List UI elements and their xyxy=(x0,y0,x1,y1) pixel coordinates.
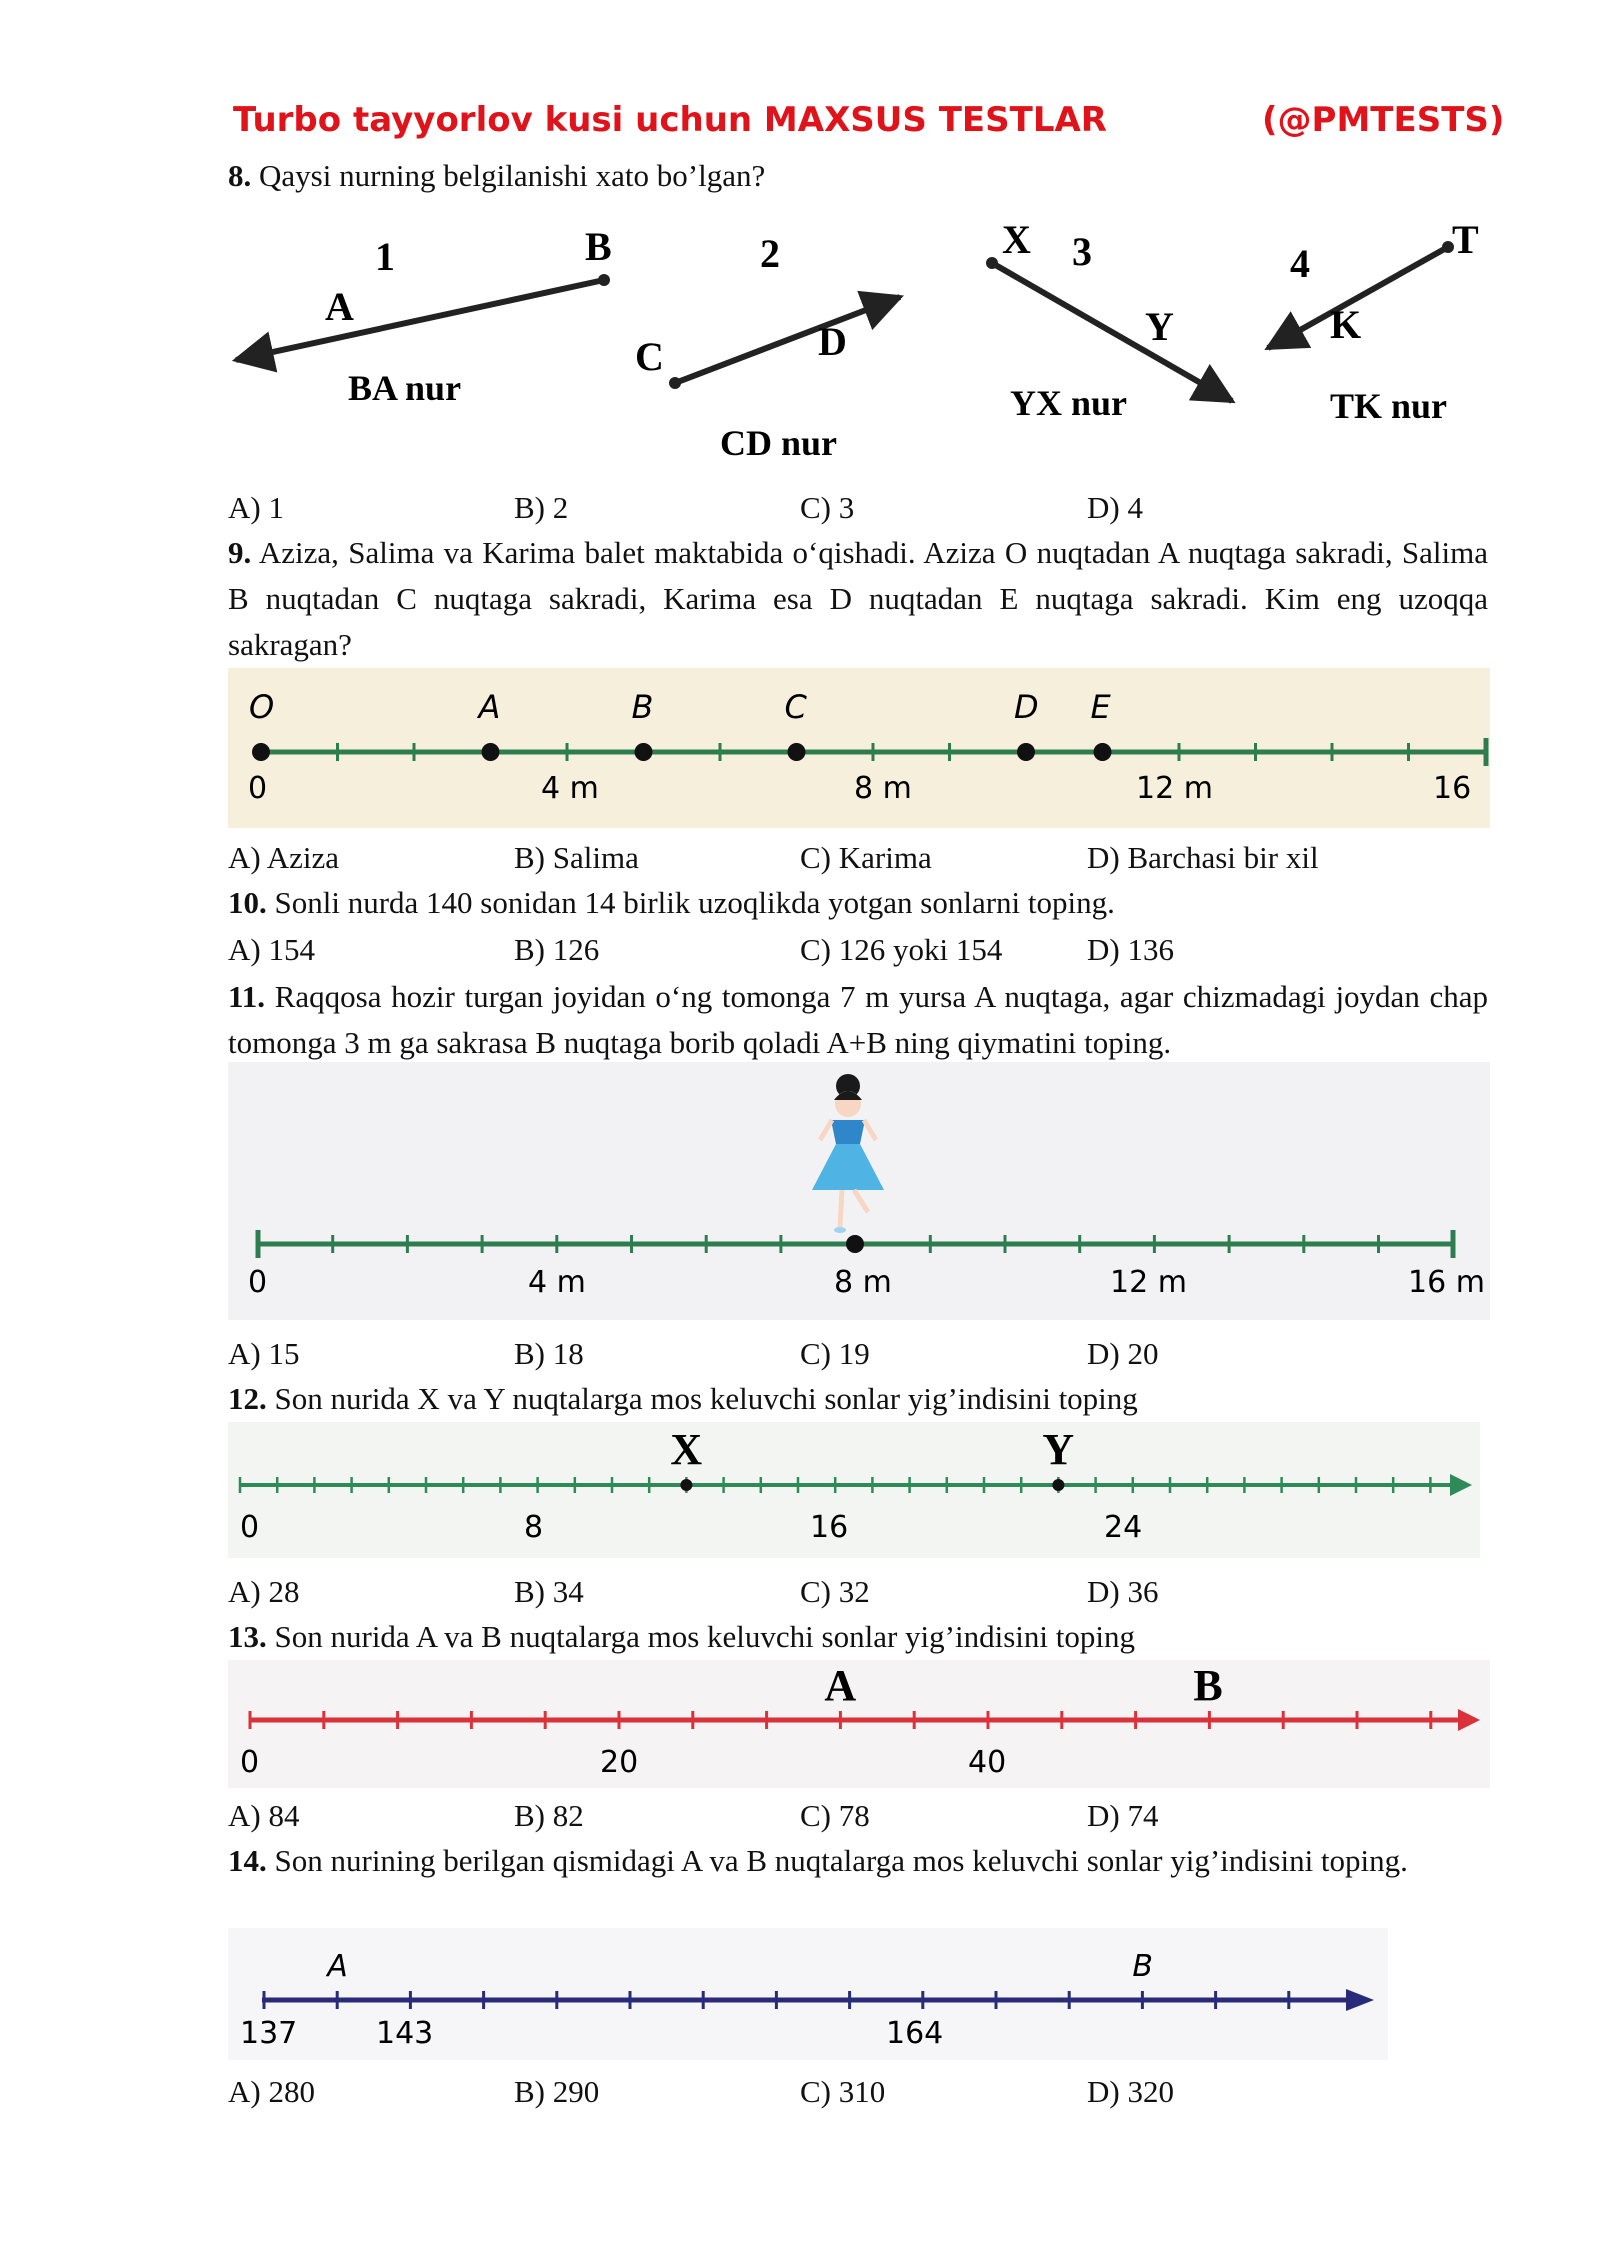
q9-option-d: D) Barchasi bir xil xyxy=(1087,840,1319,875)
q10-option-a: A) 154 xyxy=(228,932,315,967)
point-label-Y: Y xyxy=(1042,1425,1075,1474)
question-number: 12. xyxy=(228,1381,267,1416)
tick-label-24: 24 xyxy=(1104,1510,1143,1545)
question-text: Sonli nurda 140 sonidan 14 birlik uzoqlikda yotgan sonlarni toping. xyxy=(274,885,1115,920)
ray-1 xyxy=(236,280,604,360)
ray-3-label-x: X xyxy=(1002,217,1031,262)
q8-option-a: A) 1 xyxy=(228,490,284,525)
q9-option-a: A) Aziza xyxy=(228,840,340,875)
point-C xyxy=(788,743,806,761)
question-text: Raqqosa hozir turgan joyidan o‘ng tomonga 7 m yursa A nuqtaga, agar chizmadagi joydan chap tomonga 3 m ga sakrasa B nuqtaga borib qoladi A+B ning qiymatini toping. xyxy=(228,979,1488,1060)
tick-label-0: 0 xyxy=(240,1510,260,1545)
ray-2-caption: CD nur xyxy=(720,423,838,463)
q13-option-d: D) 74 xyxy=(1087,1798,1159,1833)
point-label-E: E xyxy=(1090,688,1111,726)
point-label-B: B xyxy=(631,688,654,726)
page-header-title: Turbo tayyorlov kusi uchun MAXSUS TESTLAR xyxy=(233,100,1107,140)
q8-option-d: D) 4 xyxy=(1087,490,1143,525)
q13-option-c: C) 78 xyxy=(800,1798,870,1833)
question-12 xyxy=(228,1376,1488,1422)
q12-option-a: A) 28 xyxy=(228,1574,300,1609)
ray-1-number: 1 xyxy=(375,234,395,279)
tick-label-0: 0 xyxy=(248,1265,268,1300)
number-line-q14 xyxy=(228,1928,1388,2060)
ray-2-point xyxy=(669,377,681,389)
question-8 xyxy=(228,153,1488,199)
q11-option-c: C) 19 xyxy=(800,1336,870,1371)
ray-1-caption: BA nur xyxy=(348,368,462,408)
question-11 xyxy=(228,974,1488,1066)
ray-2 xyxy=(675,297,900,383)
number-line-q9 xyxy=(228,668,1490,828)
q9-option-c: C) Karima xyxy=(800,840,932,875)
q14-option-c: C) 310 xyxy=(800,2074,886,2109)
q11-option-b: B) 18 xyxy=(514,1336,584,1371)
tick-label-0: 0 xyxy=(240,1745,260,1780)
point-A xyxy=(482,743,500,761)
ray-4-label-t: T xyxy=(1452,217,1479,262)
figure-background xyxy=(228,1660,1490,1788)
ray-2-label-d: D xyxy=(818,319,847,364)
point-X xyxy=(680,1479,692,1491)
question-text: Son nurida A va B nuqtalarga mos keluvchi sonlar yig’indisini toping xyxy=(274,1619,1135,1654)
q8-option-b: B) 2 xyxy=(514,490,569,525)
ray-3-number: 3 xyxy=(1072,229,1092,274)
number-line-q13 xyxy=(228,1660,1490,1788)
point-Y xyxy=(1052,1479,1064,1491)
question-text: Aziza, Salima va Karima balet maktabida o‘qishadi. Aziza O nuqtadan A nuqtaga sakradi, Salima B nuqtadan C nuqtaga sakradi, Karima esa D nuqtadan E nuqtaga sakradi. Kim eng uzoqqa sakragan? xyxy=(228,535,1488,662)
q10-option-d: D) 136 xyxy=(1087,932,1174,967)
question-number: 11. xyxy=(228,979,266,1014)
q11-option-a: A) 15 xyxy=(228,1336,300,1371)
point-label-O: O xyxy=(249,688,275,726)
page-header-tag: (@PMTESTS) xyxy=(1262,100,1505,140)
question-text: Son nurida X va Y nuqtalarga mos keluvchi sonlar yig’indisini toping xyxy=(274,1381,1138,1416)
ray-2-number: 2 xyxy=(760,231,780,276)
q12-option-b: B) 34 xyxy=(514,1574,584,1609)
tick-label-137: 137 xyxy=(240,2016,298,2051)
ray-3-point xyxy=(986,257,998,269)
ray-4-caption: TK nur xyxy=(1330,386,1448,426)
q13-option-a: A) 84 xyxy=(228,1798,300,1833)
figure-background xyxy=(228,1422,1480,1558)
tick-label-16: 16 m xyxy=(1408,1265,1485,1300)
question-10 xyxy=(228,880,1488,926)
q12-option-d: D) 36 xyxy=(1087,1574,1159,1609)
tick-label-16: 16 xyxy=(810,1510,849,1545)
ray-1-label-b: B xyxy=(585,224,612,269)
ray-4-label-k: K xyxy=(1330,302,1362,347)
question-text: Qaysi nurning belgilanishi xato bo’lgan? xyxy=(259,158,766,193)
question-13 xyxy=(228,1614,1488,1660)
question-number: 9. xyxy=(228,535,252,570)
q10-option-c: C) 126 yoki 154 xyxy=(800,932,1003,967)
question-number: 14. xyxy=(228,1843,267,1878)
number-line-q11 xyxy=(228,1062,1490,1320)
ray-3 xyxy=(992,263,1232,401)
point-label-A: A xyxy=(824,1661,857,1710)
question-number: 10. xyxy=(228,885,267,920)
point-label-A: A xyxy=(327,1949,348,1984)
point-label-B: B xyxy=(1132,1949,1153,1984)
ray-1-label-a: A xyxy=(325,284,354,329)
tick-label-12: 12 m xyxy=(1110,1265,1187,1300)
question-14 xyxy=(228,1838,1488,1884)
point-label-D: D xyxy=(1014,688,1039,726)
point-label-C: C xyxy=(784,688,807,726)
question-9 xyxy=(228,530,1488,668)
question-text: Son nurining berilgan qismidagi A va B nuqtalarga mos keluvchi sonlar yig’indisini toping. xyxy=(274,1843,1408,1878)
tick-label-143: 143 xyxy=(376,2016,434,2051)
q13-option-b: B) 82 xyxy=(514,1798,584,1833)
point-B xyxy=(635,743,653,761)
question-number: 8. xyxy=(228,158,252,193)
point-label-X: X xyxy=(670,1425,703,1474)
tick-label-8: 8 xyxy=(524,1510,544,1545)
ray-3-caption: YX nur xyxy=(1010,383,1128,423)
tick-label-16: 16 xyxy=(1433,771,1472,806)
q10-option-b: B) 126 xyxy=(514,932,600,967)
question-number: 13. xyxy=(228,1619,267,1654)
point-D xyxy=(1017,743,1035,761)
point-label-A: A xyxy=(478,688,501,726)
q14-option-a: A) 280 xyxy=(228,2074,315,2109)
point-label-B: B xyxy=(1193,1661,1223,1710)
number-line-q12 xyxy=(228,1422,1480,1558)
tick-label-0: 0 xyxy=(248,771,268,806)
q11-option-d: D) 20 xyxy=(1087,1336,1159,1371)
tick-label-8: 8 m xyxy=(834,1265,892,1300)
ray-3-label-y: Y xyxy=(1145,304,1174,349)
rays-figure xyxy=(220,205,1510,480)
tick-label-8: 8 m xyxy=(854,771,912,806)
q9-option-b: B) Salima xyxy=(514,840,639,875)
dancer-position-point xyxy=(846,1235,864,1253)
ray-2-label-c: C xyxy=(635,334,664,379)
q14-option-b: B) 290 xyxy=(514,2074,600,2109)
q8-option-c: C) 3 xyxy=(800,490,855,525)
tick-label-20: 20 xyxy=(600,1745,639,1780)
point-O xyxy=(252,743,270,761)
tick-label-164: 164 xyxy=(886,2016,944,2051)
ray-1-point xyxy=(598,274,610,286)
point-E xyxy=(1094,743,1112,761)
tick-label-4: 4 m xyxy=(541,771,599,806)
q12-option-c: C) 32 xyxy=(800,1574,870,1609)
q14-option-d: D) 320 xyxy=(1087,2074,1174,2109)
ray-4-number: 4 xyxy=(1290,241,1310,286)
tick-label-40: 40 xyxy=(968,1745,1007,1780)
tick-label-12: 12 m xyxy=(1136,771,1213,806)
tick-label-4: 4 m xyxy=(528,1265,586,1300)
